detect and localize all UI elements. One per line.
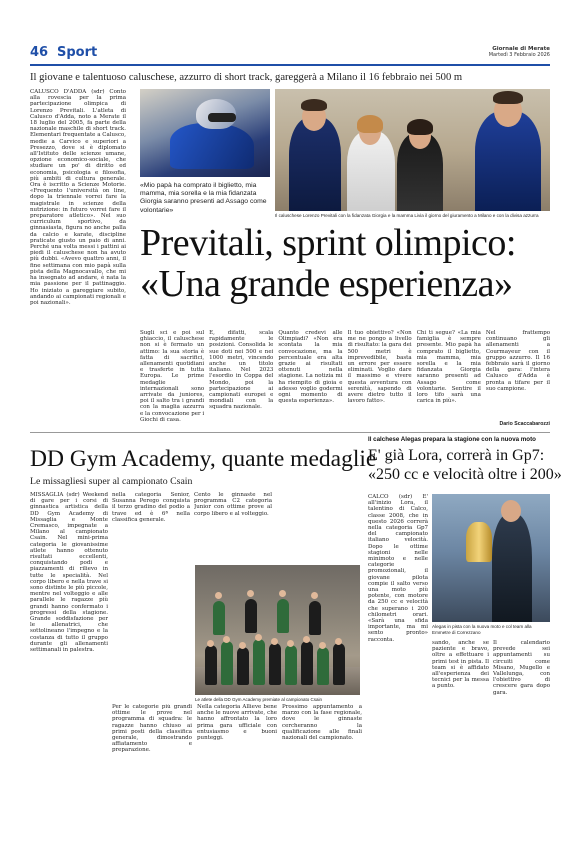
main-photo-caption: Il caluschese Lorenzo Previtali con la fidanzata Giorgia e la mamma Livia il giorno del giuramento a Milano e con la divisa azzurra — [275, 213, 539, 218]
pull-quote: «Mio papà ha comprato il biglietto, mia mamma, mia sorella e la mia fidanzata Giorgia saranno presenti ad Assago come volontarie» — [140, 182, 267, 214]
main-body — [140, 330, 550, 428]
moto-bottom-body — [432, 640, 550, 816]
moto-column-1: CALCO (sdr) E' all'inizio Lora, il talentino di Calco, classe 2008, che in questo 2026 correrà nella categoria Gp7 del campionato italiano velocità. Dopo le ottime stagioni nelle minimoto e nelle categorie promozionali, il giovane pilota compie il salto verso una moto più potente, con motore da 250 cc e velocità che superano i 200 chilometri orari. «Sarà una sfida importante, ma mi sento pronto» racconta. — [368, 494, 428, 643]
body-column: Chi ti segue? «La mia famiglia è sempre presente. Mio papà ha comprato il biglietto, mia mamma, mia sorella e la mia fidanzata Giorgia saranno presenti ad Assago come volontarie. Sentire il loro tifo sarà una carica in più». — [416, 330, 481, 405]
page-header — [30, 44, 550, 66]
page-number: 46 — [30, 45, 49, 60]
dd-column-3: Cento le ginnaste nel programma C2 categoria Junior con ottime prove al corpo libero e al volteggio. — [194, 492, 272, 517]
gym-team-photo — [195, 565, 360, 695]
moto-bottom-column: sando, anche se paziente e bravo, oltre a effettuare i primi test in pista. Il team si è affidato all'esperienza dei tecnici per la messa a punto. — [432, 640, 489, 690]
masthead — [489, 46, 550, 58]
body-column: E, difatti, scala rapidamente le posizioni. Consolida le sue doti nei 500 e nei 1000 metri, vincendo anche un titolo italiano. Nel 2023 l'esordio in Coppa del Mondo, poi la partecipazione ai campionati europei e mondiali con la squadra nazionale. — [209, 330, 274, 411]
dd-bottom-column: Nella categoria Allieve bene anche le nuove arrivate, che hanno affrontato la loro prima gara ufficiale con entusiasmo e buoni punteggi. — [197, 704, 277, 742]
moto-title-line-1: E' già Lora, correrà in Gp7: — [368, 447, 545, 464]
headline-line-2: «Una grande esperienza» — [140, 263, 513, 305]
skater-photo — [140, 89, 270, 177]
moto-title-line-2: «250 cc e velocità oltre i 200» — [368, 466, 562, 483]
dd-bottom-column: Per le categorie più grandi ottime le prove nel programma di squadra: le ragazze hanno chiuso ai primi posti della classifica generale, dimostrando affiatamento e preparazione. — [112, 704, 192, 754]
headline-line-1: Previtali, sprint olimpico: — [140, 222, 516, 264]
body-column: Sugli sci e poi sul ghiaccio, il caluschese non si è fermato un attimo: la sua storia è fatta di sacrifici, allenamenti quotidiani e trasferte in tutta Europa. Le prime medaglie internazionali sono arrivate da juniores, poi il salto tra i grandi con la maglia azzurra e la convocazione per i Giochi di casa. — [140, 330, 205, 423]
main-left-column: CALUSCO D'ADDA (sdr) Conto alla rovescia per la prima partecipazione olimpica di Lorenzo Previtali. L'atleta di Calusco d'Adda, noto a Merate il 18 luglio del 2005, fa parte della nazionale maschile di short track. Elementari frequentate a Calusco, medie a Carvico e superiori a Presezzo, dove si è diplomato all'Istituto delle scienze umane, opzione economico-sociale, che studiare un po' di diritto ed economia, psicologia e filosofia, più ambiti di cultura generale. Ora è iscritto a Scienze Motorie. «Frequento l'università on line, dopo la triennale vorrei fare la magistrale in scienze della nutrizione: in futuro vorrei fare il preparatore atletico». Nel suo curriculum sportivo, da ginnasiasta, figura no anche palla da calcio e karate, discipline praticate giusto un paio di anni. Perché una volta messi i pattini ai piedi il caluschese non ha avuto più dubbi. «Avevo quattro anni, il fine settimana con mio papà sulla pista della Magnocavallo, che mi ha insegnato ad andare, è nata la mia passione per il pattinaggio. Ho iniziato a gareggiare subito, andando ai campionati regionali e poi nazionali». — [30, 89, 126, 306]
moto-photo-caption: Alegas in pista con la nuova moto e col team alla Emmetre di Correzzano — [432, 624, 532, 635]
moto-article-header — [368, 436, 562, 484]
dd-column-2: nella categoria Senior, Susanna Perego conquista il terzo gradino del podio a trave ed è 6ª nella classifica generale. — [112, 492, 190, 523]
newspaper-name: Giornale di Merate — [492, 46, 550, 52]
section-divider — [30, 432, 550, 433]
main-headline — [140, 223, 555, 305]
main-photo-area — [140, 89, 550, 221]
issue-date: Martedì 3 Febbraio 2026 — [488, 52, 550, 58]
dd-headline: DD Gym Academy, quante medaglie — [30, 446, 377, 472]
body-column: Nel frattempo continuano gli allenamenti a Courmayeur con il gruppo azzurro. Il 16 febbraio sarà il giorno della gara: l'intera Calusco d'Adda è pronta a tifare per il suo campione. — [485, 330, 551, 392]
section-title: Sport — [57, 45, 98, 60]
moto-kicker: Il calchese Alegas prepara la stagione con la nuova moto — [368, 436, 536, 443]
dd-subtitle: Le missagliesi super al campionato Csain — [30, 476, 193, 487]
moto-bottom-column: Il calendario prevede sei appuntamenti su circuiti come Misano, Mugello e Vallelunga, con l'obiettivo di crescere gara dopo gara. — [493, 640, 550, 696]
moto-photo — [432, 494, 550, 622]
family-photo — [275, 89, 550, 211]
body-column: Quanto credevi alle Olimpiadi? «Non era scontata la mia convocazione, ma la percentuale era alta grazie ai risultati ottenuti nella stagione. La notizia mi ha riempito di gioia e adesso voglio godermi ogni momento di questa esperienza». — [278, 330, 343, 405]
dd-bottom-body — [112, 704, 362, 814]
main-kicker: Il giovane e talentuoso caluschese, azzurro di short track, gareggerà a Milano il 16 febbraio nei 500 m — [30, 72, 463, 83]
dd-photo-caption: Le atlete della DD Gym Academy premiate al campionato Csain — [195, 697, 323, 702]
author-signature: Dario Scaccabarozzi — [499, 421, 550, 427]
dd-column-1: MISSAGLIA (sdr) Weekend di gare per i corsi di ginnastica artistica della DD Gym Academy di Missaglia e Monte Cremasco, impegnate a Milano al campionato Csain. Nel mini-prima categoria le giovanissime atlete hanno ottenuto risultati eccellenti, conquistando podi e piazzamenti di rilievo in tutte le specialità. Nel corpo libero e nella trave si sono distinte le più piccole, mentre nel volteggio e alle parallele le ragazze più grandi hanno confermato i progressi della stagione. Grande soddisfazione per le allenatrici, che sottolineano l'impegno e la costanza di tutto il gruppo durante gli allenamenti settimanali in palestra. — [30, 492, 108, 654]
dd-bottom-column: Prossimo appuntamento a marzo con la fase regionale, dove le ginnaste cercheranno la qualificazione alle finali nazionali del campionato. — [282, 704, 362, 742]
body-column: Il tuo obiettivo? «Non me ne pongo a livello di risultato: la gara dei 500 metri è imprevedibile, basta un errore per essere eliminati. Voglio dare il massimo e vivere questa avventura con serenità, sapendo di avere dietro tutto il lavoro fatto». — [347, 330, 412, 405]
